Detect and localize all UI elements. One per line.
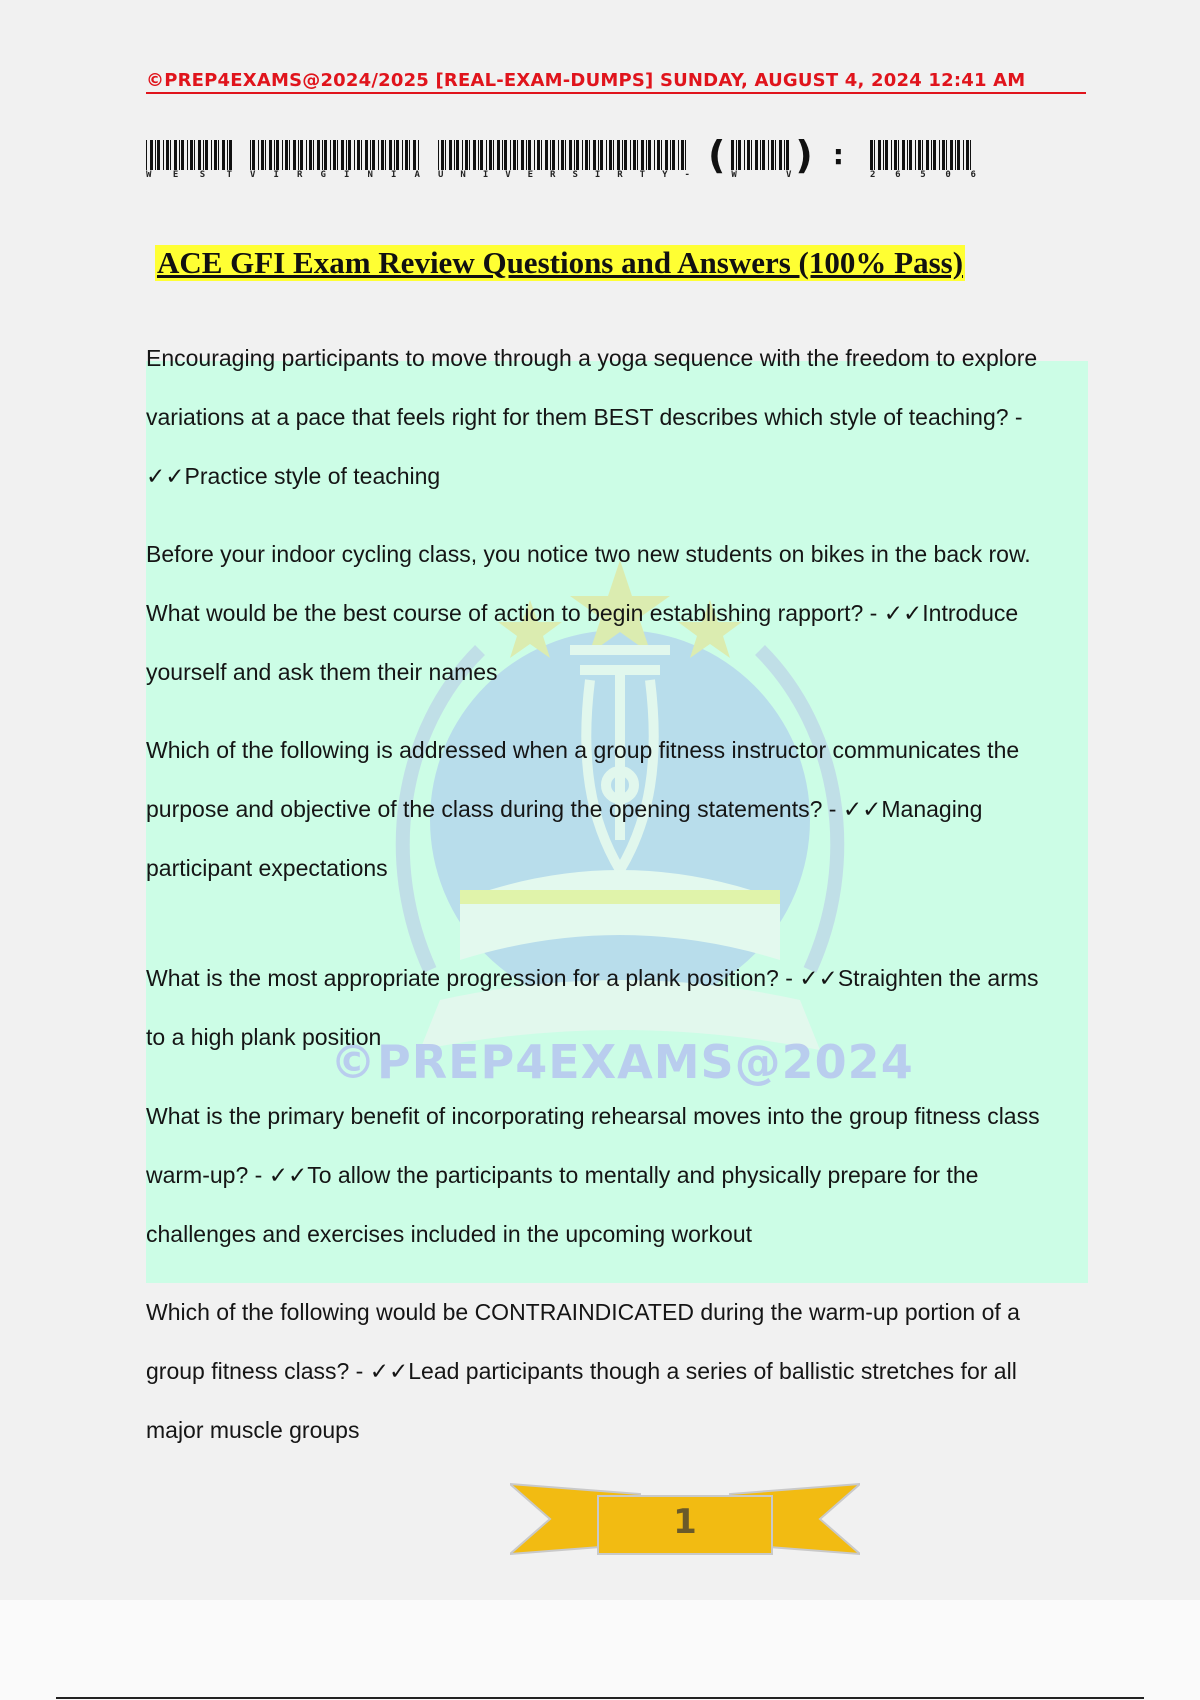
qa-line: What is the primary benefit of incorporating rehearsal moves into the group fitness class <box>146 1103 1040 1129</box>
qa-item <box>146 525 1091 702</box>
qa-line: Encouraging participants to move through a yoga sequence with the freedom to explore <box>146 345 1038 371</box>
barcode-university <box>438 140 690 180</box>
barcode-caption-char: I <box>273 170 279 180</box>
barcode-caption-char: Y <box>662 170 668 180</box>
barcode-icon <box>438 140 690 170</box>
barcode-caption-char: R <box>617 170 623 180</box>
barcode-caption-char: I <box>482 170 489 180</box>
paren-open: ( <box>708 133 726 177</box>
barcode-caption-char: 0 <box>945 170 951 180</box>
barcode-caption-char: V <box>505 170 511 180</box>
barcode-caption-char: V <box>785 170 792 180</box>
qa-line: Which of the following is addressed when a group fitness instructor communicates the <box>146 737 1020 763</box>
qa-line: What is the most appropriate progression for a plank position? - ✓✓Straighten the arms <box>146 965 1039 991</box>
colon-separator: : <box>832 138 844 171</box>
paren-close: ) <box>795 133 813 177</box>
barcode-caption <box>250 170 420 180</box>
barcode-icon <box>870 140 976 170</box>
barcode-virginia <box>250 140 420 180</box>
barcode-caption-char: I <box>344 170 350 180</box>
barcode-caption-char: 2 <box>869 170 876 180</box>
document-title: ACE GFI Exam Review Questions and Answers (100% Pass) <box>156 245 964 280</box>
barcode-icon <box>146 140 232 170</box>
barcode-caption-char: E <box>172 170 179 180</box>
barcode-caption-char: W <box>731 170 737 180</box>
barcode-caption-char: A <box>414 170 420 180</box>
qa-item <box>146 1087 1091 1264</box>
barcode-caption-char: 6 <box>895 170 901 180</box>
page-gap <box>0 1600 1200 1700</box>
qa-line: variations at a pace that feels right for them BEST describes which style of teaching? - <box>146 404 1023 430</box>
barcode-caption-char: N <box>367 170 373 180</box>
barcode-caption-char: I <box>391 170 397 180</box>
qa-line: to a high plank position <box>146 1024 382 1050</box>
title-row <box>0 245 1200 281</box>
header-banner: ©PREP4EXAMS@2024/2025 [REAL-EXAM-DUMPS] SUNDAY, AUGUST 4, 2024 12:41 AM <box>146 70 1086 94</box>
qa-line: warm-up? - ✓✓To allow the participants to mentally and physically prepare for the <box>146 1162 979 1188</box>
qa-line: group fitness class? - ✓✓Lead participants though a series of ballistic stretches for all <box>146 1358 1017 1384</box>
barcode-caption-char: - <box>684 170 690 180</box>
qa-item <box>146 329 1091 506</box>
barcode-wv <box>731 140 792 180</box>
barcode-icon <box>731 140 791 170</box>
qa-item <box>146 949 1091 1067</box>
qa-line: purpose and objective of the class during the opening statements? - ✓✓Managing <box>146 796 983 822</box>
barcode-caption-char: E <box>527 170 534 180</box>
qa-line: challenges and exercises included in the upcoming workout <box>146 1221 753 1247</box>
qa-item <box>146 721 1091 898</box>
qa-line: Which of the following would be CONTRAINDICATED during the warm-up portion of a <box>146 1299 1020 1325</box>
barcode-caption-char: G <box>320 170 326 180</box>
barcode-caption-char: 5 <box>920 170 926 180</box>
barcode-caption-char: S <box>572 170 578 180</box>
barcode-caption <box>146 170 232 180</box>
barcode-caption-char: R <box>297 170 303 180</box>
barcode-caption-char: T <box>639 170 646 180</box>
barcode-row <box>146 133 994 188</box>
page-number: 1 <box>673 1502 697 1542</box>
barcode-caption-char: U <box>438 170 444 180</box>
qa-line: yourself and ask them their names <box>146 659 498 685</box>
barcode-icon <box>250 140 420 170</box>
barcode-caption-char: V <box>250 170 256 180</box>
barcode-caption <box>870 170 976 180</box>
barcode-caption-char: T <box>226 170 232 180</box>
barcode-west <box>146 140 232 180</box>
barcode-zip <box>869 140 976 180</box>
qa-line: participant expectations <box>146 855 388 881</box>
qa-line: major muscle groups <box>146 1417 360 1443</box>
qa-item <box>146 1283 1091 1460</box>
barcode-caption-char: N <box>460 170 466 180</box>
barcode-caption-char: R <box>550 170 556 180</box>
watermark-text: ©PREP4EXAMS@2024 <box>330 1035 914 1089</box>
barcode-caption <box>731 170 791 180</box>
barcode-caption-char: W <box>146 170 152 180</box>
qa-line: Before your indoor cycling class, you notice two new students on bikes in the back row. <box>146 541 1031 567</box>
barcode-caption <box>438 170 690 180</box>
barcode-caption-char: 6 <box>970 170 976 180</box>
barcode-caption-char: I <box>594 170 601 180</box>
qa-line: What would be the best course of action to begin establishing rapport? - ✓✓Introduce <box>146 600 1019 626</box>
barcode-caption-char: S <box>199 170 206 180</box>
next-page-rule <box>56 1697 1144 1699</box>
qa-line: ✓✓Practice style of teaching <box>146 463 441 489</box>
